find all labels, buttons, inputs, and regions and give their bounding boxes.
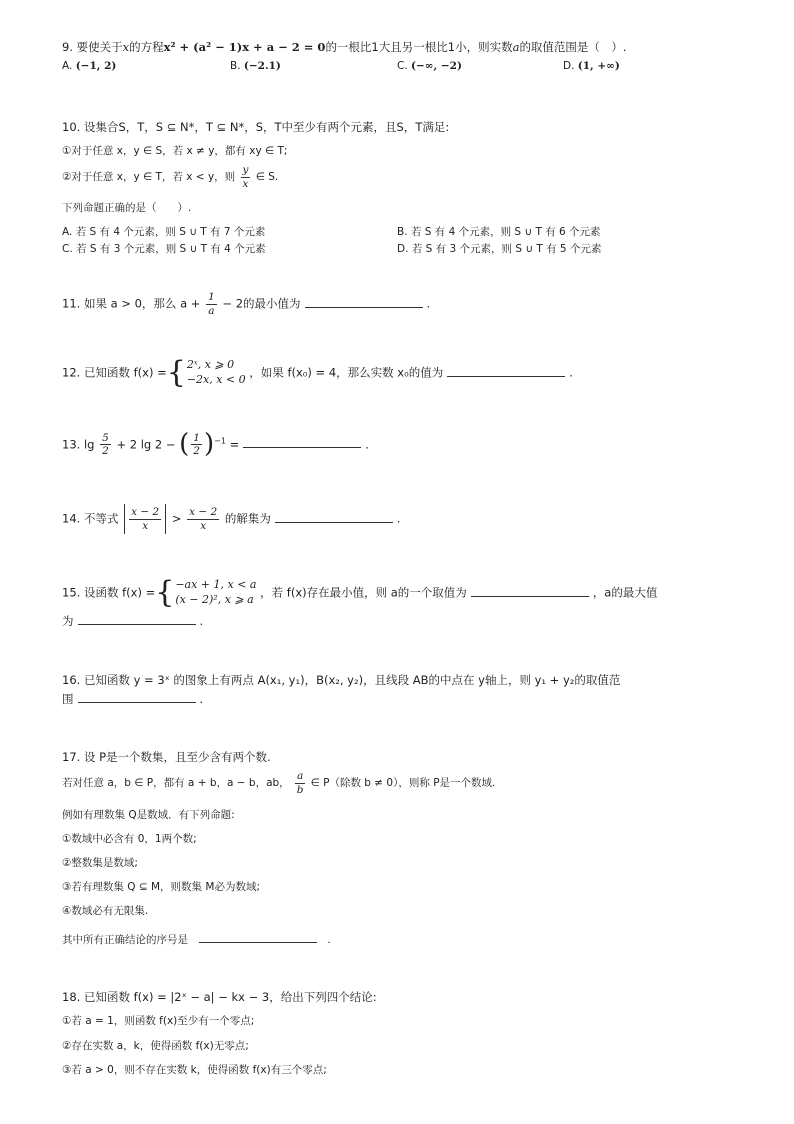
q13-stem: 13. lg $\frac{5}{2}$ + 2 lg 2 − ( $\frac{1}{2}$ )$^{-1}$ = . [62,429,369,459]
q10-option-a[interactable]: A. 若 S 有 4 个元素，则 S ∪ T 有 7 个元素 [62,226,266,238]
q14-fraction-2: $\frac{x - 2}{x}$ [189,505,218,532]
q9-option-a[interactable]: A. (−1, 2) [62,60,117,72]
q10-option-b[interactable]: B. 若 S 有 4 个元素，则 S ∪ T 有 6 个元素 [397,226,601,238]
q12-answer-blank[interactable] [447,364,565,377]
q10-condition-1: ①对于任意 x，y ∈ S，若 x ≠ y，都有 xy ∈ T; [62,145,288,157]
q15-stem-line-2: 为 . [62,614,204,628]
q10-stem: 10. 设集合S，T，S ⊆ N*，T ⊆ N*，S，T中至少有两个元素，且S，T满足: [62,120,450,134]
q16-answer-blank[interactable] [78,690,196,703]
q17-definition: 若对任意 a，b ∈ P，都有 a + b，a − b，ab， $\frac{a}{b}$ ∈ P（除数 b ≠ 0），则称 P是一个数域. [62,770,496,796]
q9-option-c[interactable]: C. (−∞, −2) [397,60,462,72]
q13-fraction-1: $\frac{5}{2}$ [102,431,109,458]
q17-example: 例如有理数集 Q是数域．有下列命题: [62,809,235,821]
q16-stem: 16. 已知函数 y = 3ˣ 的图象上有两点 A(x₁, y₁)，B(x₂, y₂)，且线段 AB的中点在 y轴上，则 y₁ + y₂的取值范 [62,673,621,687]
q17-item-3: ③若有理数集 Q ⊆ M，则数集 M必为数域; [62,881,260,893]
q18-item-3: ③若 a > 0，则不存在实数 k，使得函数 f(x)有三个零点; [62,1064,327,1076]
q10-fraction: $\frac{y}{x}$ [242,164,249,190]
q13-answer-blank[interactable] [243,435,361,448]
q18-stem: 18. 已知函数 f(x) = |2ˣ − a| − kx − 3，给出下列四个结论: [62,990,377,1004]
q11-stem: 11. 如果 a > 0，那么 a + $\frac{1}{a}$ − 2的最小值为 . [62,291,431,317]
q10-option-d[interactable]: D. 若 S 有 3 个元素，则 S ∪ T 有 5 个元素 [397,243,602,255]
q12-piecewise: 2ˣ, x ⩾ 0 −2x, x < 0 [186,358,246,386]
q11-fraction: $\frac{1}{a}$ [208,291,215,317]
q15-stem: 15. 设函数 f(x) ={−ax + 1, x < a (x − 2)², x ⩾ a ，若 f(x)存在最小值，则 a的一个取值为 ，a的最大值 [62,575,658,610]
q16-stem-line-2: 围 . [62,692,204,706]
q11-answer-blank[interactable] [305,295,423,308]
q17-ask: 其中所有正确结论的序号是 . [62,930,331,948]
q10-question: 下列命题正确的是（ ）. [62,202,192,214]
q13-fraction-2: $\frac{1}{2}$ [193,431,200,458]
q9-option-b[interactable]: B. (−2.1) [230,60,281,72]
q10-condition-2: ②对于任意 x，y ∈ T，若 x < y，则 $\frac{y}{x}$ ∈ S. [62,164,279,190]
q17-item-2: ②整数集是数域; [62,857,138,869]
q17-fraction: $\frac{a}{b}$ [296,770,304,796]
q9-stem: 9. 要使关于x的方程x² + (a² − 1)x + a − 2 = 0的一根比1大且另一根比1小，则实数a的取值范围是（ ）. [62,40,627,54]
q9-option-d[interactable]: D. (1, +∞) [563,60,620,72]
q17-stem: 17. 设 P是一个数集，且至少含有两个数. [62,750,271,764]
q17-item-1: ①数域中必含有 0，1两个数; [62,833,197,845]
q17-answer-blank[interactable] [199,930,317,943]
q15-answer-blank-1[interactable] [471,584,589,597]
q14-fraction-1: $\frac{x - 2}{x}$ [131,505,160,532]
q15-answer-blank-2[interactable] [78,612,196,625]
q14-stem: 14. 不等式 $\frac{x - 2}{x}$ > $\frac{x - 2}{x}$ 的解集为 . [62,504,401,534]
q10-option-c[interactable]: C. 若 S 有 3 个元素，则 S ∪ T 有 4 个元素 [62,243,266,255]
q14-answer-blank[interactable] [275,510,393,523]
q12-stem: 12. 已知函数 f(x) ={2ˣ, x ⩾ 0 −2x, x < 0 ，如果 f(x₀) = 4，那么实数 x₀的值为 . [62,355,573,390]
q18-item-2: ②存在实数 a，k，使得函数 f(x)无零点; [62,1040,249,1052]
q17-item-4: ④数域必有无限集. [62,905,149,917]
q18-item-1: ①若 a = 1，则函数 f(x)至少有一个零点; [62,1015,255,1027]
q15-piecewise: −ax + 1, x < a (x − 2)², x ⩾ a [175,578,257,606]
